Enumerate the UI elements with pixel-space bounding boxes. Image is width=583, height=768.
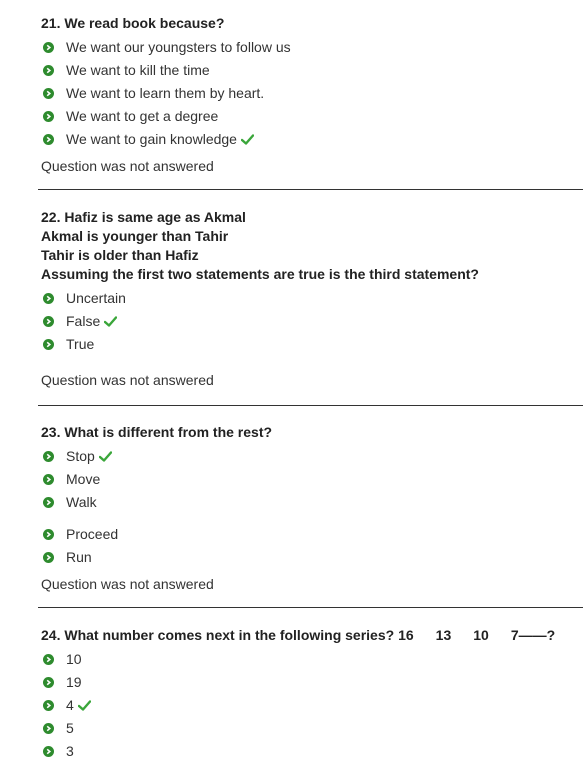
option[interactable] <box>43 60 210 80</box>
option-label: Run <box>66 549 92 565</box>
chevron-right-circle-icon <box>43 293 54 304</box>
question-divider <box>38 189 583 190</box>
series-value: 10 <box>473 627 489 643</box>
chevron-right-circle-icon <box>43 497 54 508</box>
option-label: We want to kill the time <box>66 62 210 78</box>
series-value: 13 <box>435 627 452 643</box>
option-label: 3 <box>66 743 74 759</box>
question-divider <box>38 607 583 608</box>
option-label: Walk <box>66 494 97 510</box>
question-divider <box>38 405 583 406</box>
question-text: Assuming the first two statements are true is the third statement? <box>41 266 479 282</box>
option[interactable] <box>43 547 92 567</box>
option-label: We want our youngsters to follow us <box>66 39 291 55</box>
question-text: Akmal is younger than Tahir <box>41 228 229 244</box>
option[interactable] <box>43 469 100 489</box>
option[interactable] <box>43 695 91 715</box>
option-label: Proceed <box>66 526 119 542</box>
chevron-right-circle-icon <box>43 65 54 76</box>
checkmark-icon <box>104 316 117 327</box>
chevron-right-circle-icon <box>43 451 54 462</box>
option[interactable] <box>43 649 82 669</box>
option-label: 4 <box>66 697 74 713</box>
option[interactable] <box>43 672 82 692</box>
chevron-right-circle-icon <box>43 42 54 53</box>
question-title <box>41 626 555 645</box>
checkmark-icon <box>99 451 112 462</box>
question-title <box>41 423 272 442</box>
option-label: We want to gain knowledge <box>66 131 237 147</box>
option[interactable] <box>43 446 112 466</box>
chevron-right-circle-icon <box>43 723 54 734</box>
option[interactable] <box>43 129 254 149</box>
chevron-right-circle-icon <box>43 654 54 665</box>
chevron-right-circle-icon <box>43 700 54 711</box>
chevron-right-circle-icon <box>43 111 54 122</box>
question-text: Tahir is older than Hafiz <box>41 247 199 263</box>
series-value: 7——? <box>510 627 556 643</box>
question-text: 21. We read book because? <box>41 15 225 31</box>
option-label: False <box>66 313 101 329</box>
option[interactable] <box>43 83 264 103</box>
option-label: Move <box>66 471 101 487</box>
option[interactable] <box>43 106 218 126</box>
chevron-right-circle-icon <box>43 552 54 563</box>
option[interactable] <box>43 311 117 331</box>
chevron-right-circle-icon <box>43 339 54 350</box>
answer-status: Question was not answered <box>41 158 214 174</box>
chevron-right-circle-icon <box>43 134 54 145</box>
chevron-right-circle-icon <box>43 529 54 540</box>
option[interactable] <box>43 524 118 544</box>
option[interactable] <box>43 334 94 354</box>
chevron-right-circle-icon <box>43 88 54 99</box>
option-label: Stop <box>66 448 95 464</box>
checkmark-icon <box>241 134 254 145</box>
answer-status: Question was not answered <box>41 372 214 388</box>
option[interactable] <box>43 741 74 761</box>
option[interactable] <box>43 492 97 512</box>
question-title <box>41 208 479 284</box>
question-title <box>41 14 224 33</box>
option-label: We want to get a degree <box>66 108 219 124</box>
series-value: 16 <box>398 627 414 643</box>
option-label: 10 <box>66 651 82 667</box>
chevron-right-circle-icon <box>43 677 54 688</box>
option[interactable] <box>43 288 126 308</box>
answer-status: Question was not answered <box>41 576 214 592</box>
chevron-right-circle-icon <box>43 474 54 485</box>
chevron-right-circle-icon <box>43 316 54 327</box>
option-label: 19 <box>66 674 82 690</box>
option-label: True <box>66 336 95 352</box>
chevron-right-circle-icon <box>43 746 54 757</box>
option[interactable] <box>43 37 291 57</box>
checkmark-icon <box>78 700 91 711</box>
option[interactable] <box>43 718 74 738</box>
option-label: 5 <box>66 720 74 736</box>
option-label: Uncertain <box>66 290 126 306</box>
question-text: 24. What number comes next in the following series? <box>41 627 395 643</box>
question-text: 23. What is different from the rest? <box>41 424 273 440</box>
question-text: 22. Hafiz is same age as Akmal <box>41 209 246 225</box>
option-label: We want to learn them by heart. <box>66 85 265 101</box>
